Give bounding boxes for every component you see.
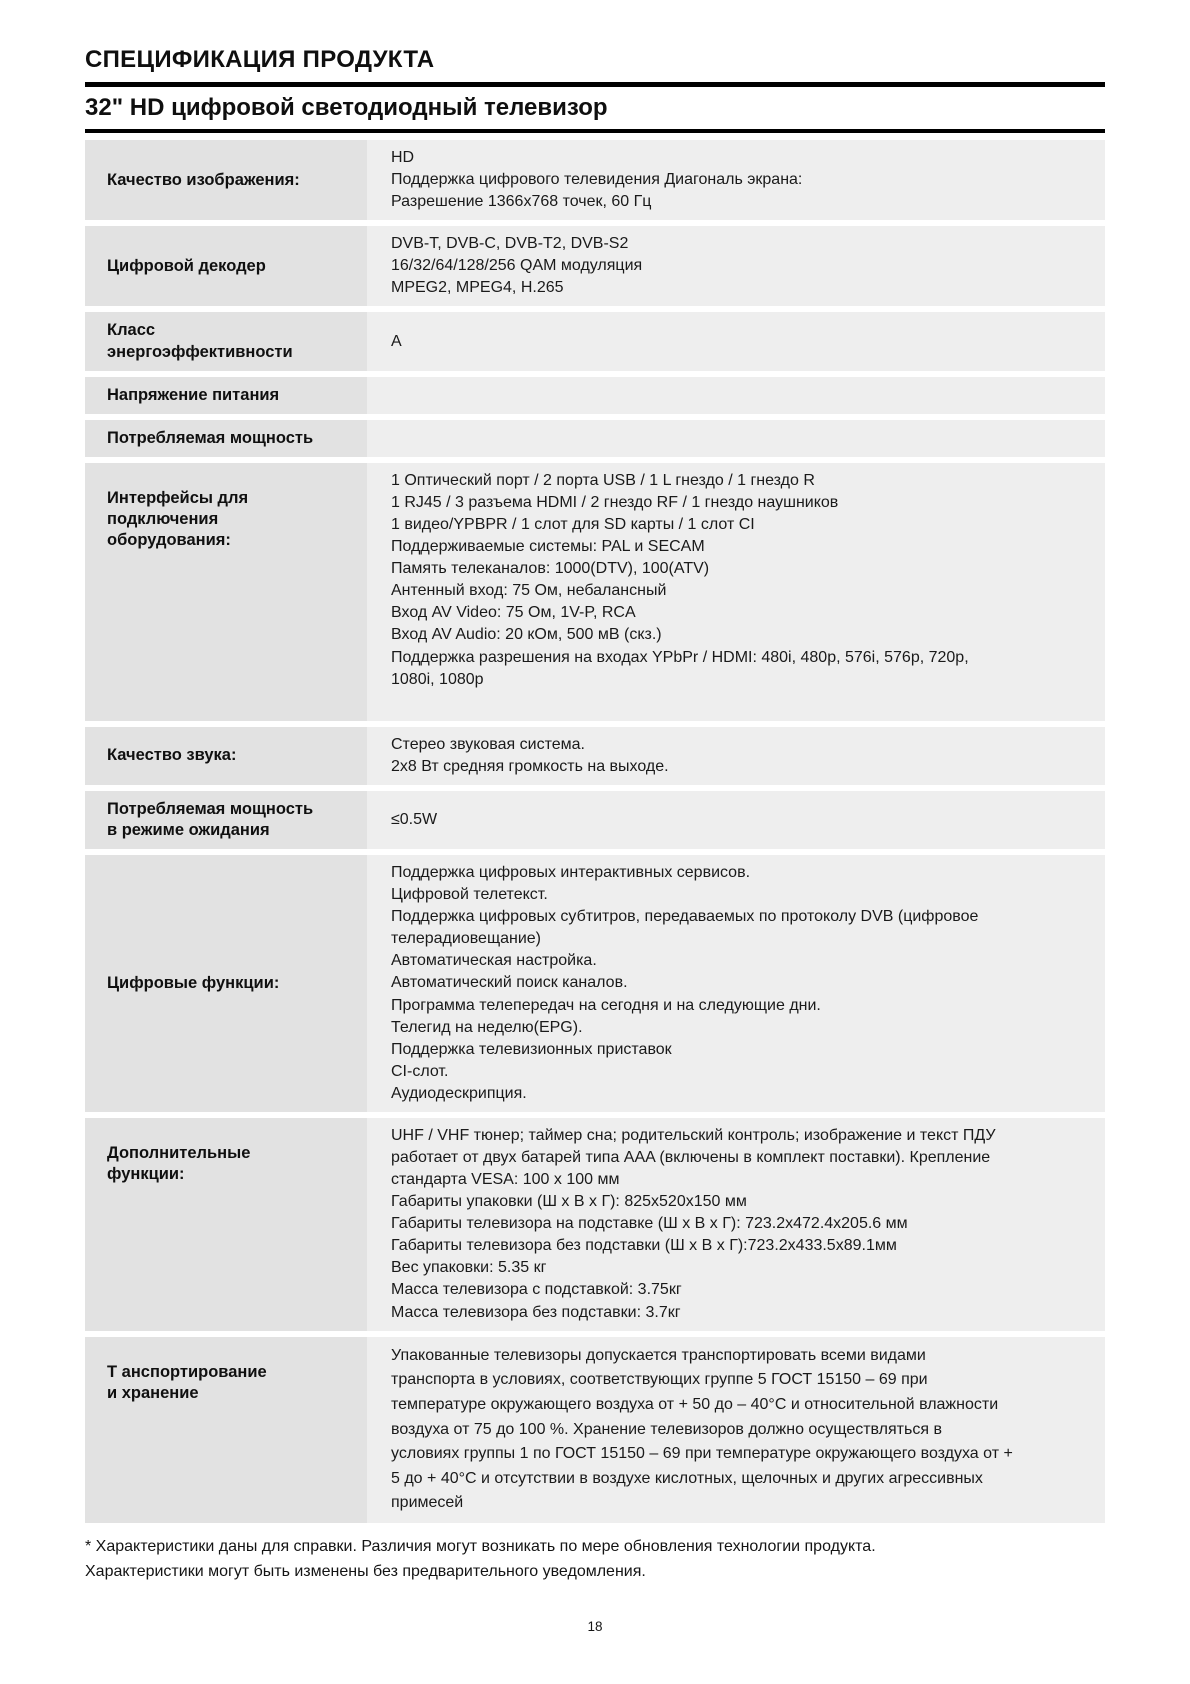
spec-row-digital-functions	[85, 855, 1105, 1112]
spec-value-line: 2x8 Вт средняя громкость на выходе.	[391, 757, 669, 775]
spec-label: Т анспортирование и хранение	[85, 1337, 367, 1523]
spec-value-line: Поддержка цифровых интерактивных сервисов.	[391, 864, 751, 882]
page-title: СПЕЦИФИКАЦИЯ ПРОДУКТА	[85, 46, 435, 73]
spec-label: Потребляемая мощность	[85, 420, 367, 457]
spec-value-line: DVB-T, DVB-C, DVB-T2, DVB-S2	[391, 235, 629, 253]
spec-value-line: UHF / VHF тюнер; таймер сна; родительский контроль; изображение и текст ПДУ работает от двух батарей типа AAA (включены в комплект поставки). Крепление стандарта VESA: 100 x 100 мм	[391, 1126, 996, 1189]
spec-value-line: Разрешение 1366x768 точек, 60 Гц	[391, 193, 652, 211]
footnote-line: Характеристики могут быть изменены без предварительного уведомления.	[85, 1562, 646, 1580]
spec-value	[367, 791, 1105, 849]
spec-value-line: ≤0.5W	[391, 810, 438, 828]
spec-value-line: Поддерживаемые системы: PAL и SECAM	[391, 538, 705, 556]
spec-value-line: Программа телепередач на сегодня и на следующие дни.	[391, 996, 821, 1014]
spec-value	[367, 312, 1105, 370]
spec-value-line: Масса телевизора без подставки: 3.7кг	[391, 1303, 681, 1321]
spec-value	[367, 727, 1105, 785]
spec-value-line: Телегид на неделю(EPG).	[391, 1018, 583, 1036]
spec-value	[367, 855, 1105, 1112]
spec-value-line: Вход AV Audio: 20 кОм, 500 мВ (скз.)	[391, 626, 662, 644]
spec-table	[85, 140, 1105, 1523]
spec-row-energy-class	[85, 312, 1105, 370]
spec-value	[367, 420, 1105, 457]
spec-row-transport-storage	[85, 1337, 1105, 1523]
spec-value-line: Габариты телевизора на подставке (Ш х В х Г): 723.2x472.4x205.6 мм	[391, 1215, 908, 1233]
subtitle-divider	[85, 129, 1105, 133]
spec-value-line: Память телеканалов: 1000(DTV), 100(ATV)	[391, 560, 710, 578]
spec-value-line: Вход AV Video: 75 Ом, 1V-P, RCA	[391, 604, 636, 622]
spec-row-digital-decoder	[85, 226, 1105, 306]
spec-value-line: CI-слот.	[391, 1062, 449, 1080]
spec-row-sound-quality	[85, 727, 1105, 785]
spec-label: Цифровой декодер	[85, 226, 367, 306]
spec-value-line: Поддержка телевизионных приставок	[391, 1040, 672, 1058]
spec-value-line: Поддержка цифрового телевидения Диагональ экрана:	[391, 171, 803, 189]
footnote	[85, 1535, 1105, 1585]
spec-value	[367, 1337, 1105, 1523]
spec-value-line: Габариты упаковки (Ш х В х Г): 825x520x150 мм	[391, 1193, 747, 1211]
product-title: 32" HD цифровой светодиодный телевизор	[85, 94, 608, 121]
spec-value	[367, 140, 1105, 220]
spec-value-line: 1 Оптический порт / 2 порта USB / 1 L гнездо / 1 гнездо R	[391, 471, 815, 489]
spec-row-standby-power	[85, 791, 1105, 849]
spec-row-power-consumption	[85, 420, 1105, 457]
page-number: 18	[587, 1618, 603, 1634]
spec-value-line: 1 видео/YPBPR / 1 слот для SD карты / 1 слот CI	[391, 516, 755, 534]
spec-value-line: Поддержка цифровых субтитров, передаваемых по протоколу DVB (цифровое телерадиовещание)	[391, 908, 979, 948]
spec-value-line: 16/32/64/128/256 QAM модуляция	[391, 257, 643, 275]
spec-label: Потребляемая мощность в режиме ожидания	[85, 791, 367, 849]
spec-value	[367, 1118, 1105, 1331]
spec-label: Дополнительные функции:	[85, 1118, 367, 1331]
spec-value	[367, 463, 1105, 721]
spec-label: Качество звука:	[85, 727, 367, 785]
spec-value-line: Упакованные телевизоры допускается транспортировать всеми видами транспорта в условиях, соответствующих группе 5 ГОСТ 15150 – 69 при температуре окружающего воздуха от + 50 до – 40°C и относительной влажности воздуха от 75 до 100 %. Хранение телевизоров должно осуществляться в условиях группы 1 по ГОСТ 15150 – 69 при температуре окружающего воздуха от + 5 до + 40°C и отсутствии в воздухе кислотных, щелочных и других агрессивных примесей	[391, 1346, 1013, 1512]
spec-label: Цифровые функции:	[85, 855, 367, 1112]
spec-value-line: Антенный вход: 75 Ом, небалансный	[391, 582, 667, 600]
spec-value-line: MPEG2, MPEG4, H.265	[391, 279, 564, 297]
spec-value	[367, 226, 1105, 306]
spec-row-additional-functions	[85, 1118, 1105, 1331]
spec-value-line: Масса телевизора с подставкой: 3.75кг	[391, 1281, 682, 1299]
title-divider	[85, 82, 1105, 87]
spec-value-line: Автоматическая настройка.	[391, 952, 597, 970]
spec-row-supply-voltage	[85, 377, 1105, 414]
spec-value-line: HD	[391, 149, 415, 166]
spec-value-line: A	[391, 332, 402, 350]
spec-label: Напряжение питания	[85, 377, 367, 414]
spec-value-line: Поддержка разрешения на входах YPbPr / HDMI: 480i, 480p, 576i, 576p, 720p, 1080i, 1080p	[391, 648, 969, 688]
spec-label: Класс энергоэффективности	[85, 312, 367, 370]
spec-value-line: Стерео звуковая система.	[391, 735, 585, 753]
spec-row-interfaces	[85, 463, 1105, 721]
spec-value	[367, 377, 1105, 414]
spec-row-picture-quality	[85, 140, 1105, 220]
spec-label: Качество изображения:	[85, 140, 367, 220]
spec-label: Интерфейсы для подключения оборудования:	[85, 463, 367, 721]
spec-value-line: 1 RJ45 / 3 разъема HDMI / 2 гнездо RF / 1 гнездо наушников	[391, 493, 839, 511]
spec-value-line: Цифровой телетекст.	[391, 886, 548, 904]
spec-value-line: Аудиодескрипция.	[391, 1084, 527, 1102]
spec-value-line: Вес упаковки: 5.35 кг	[391, 1259, 547, 1277]
spec-value-line: Автоматический поиск каналов.	[391, 974, 628, 992]
footnote-line: * Характеристики даны для справки. Различия могут возникать по мере обновления технологии продукта.	[85, 1538, 876, 1555]
spec-value-line: Габариты телевизора без подставки (Ш х В х Г):723.2x433.5x89.1мм	[391, 1237, 897, 1255]
